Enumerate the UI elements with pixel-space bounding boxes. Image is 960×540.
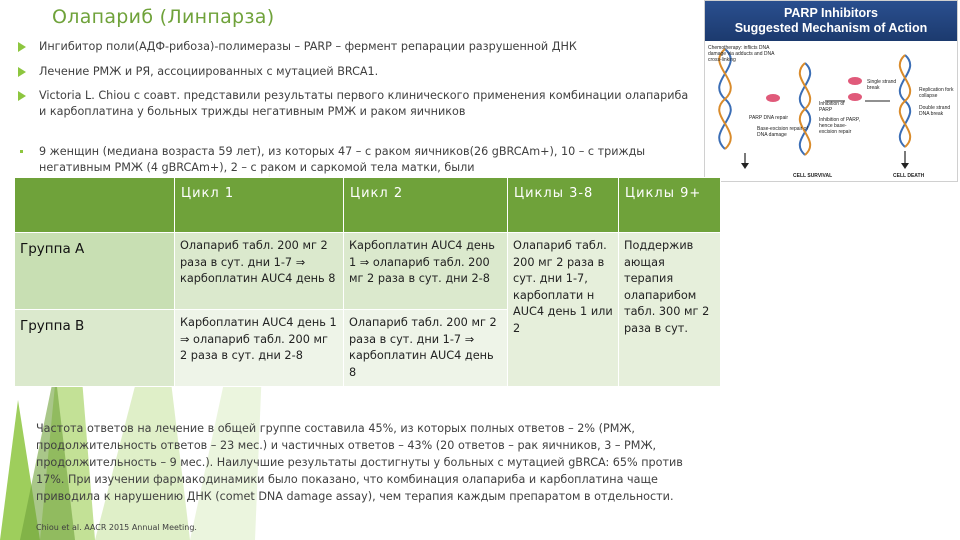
figure-label: Replication fork collapse xyxy=(919,87,954,99)
figure-label: PARP DNA repair xyxy=(749,115,788,121)
dna-helix-icon xyxy=(900,55,910,147)
table-cell: Олапариб табл. 200 мг 2 раза в сут. дни 1-7, карбоплати н AUC4 день 1 или 2 xyxy=(508,233,619,387)
bullet-item xyxy=(18,64,690,80)
bullet-item xyxy=(18,144,690,176)
table-header-cell: Цикл 1 xyxy=(175,178,344,233)
table-row xyxy=(15,233,721,310)
group-label-cell: Группа А xyxy=(15,233,175,310)
parp-mechanism-figure xyxy=(704,0,958,182)
table-header-row xyxy=(15,178,721,233)
bullet-item xyxy=(18,39,690,55)
triangle-bullet-icon xyxy=(18,91,26,101)
square-bullet-icon xyxy=(20,150,23,153)
figure-label: Base-excision repair of DNA damage xyxy=(757,126,808,138)
table-cell: Поддержив ающая терапия олапарибом табл. 300 мг 2 раза в сут. xyxy=(619,233,721,387)
slide-title: Олапариб (Линпарза) xyxy=(52,6,275,28)
results-summary: Частота ответов на лечение в общей группе составила 45%, из которых полных ответов – 2% (РМЖ, продолжительность ответов – 23 мес.) и частичных ответов – 43% (20 ответов – рак яичников, 3 – РМЖ, продолжительность – 9 мес.). Наилучшие результаты достигнуты у больных с мутацией gBRCA: 65% против 17%. При изучении фармакодинамики было показано, что комбинация олапариба и карбоплатина чаще приводила к нарушению ДНК (comet DNA damage assay), чем терапия каждым препаратом в отдельности. xyxy=(36,422,683,503)
figure-title-line-2: Suggested Mechanism of Action xyxy=(734,21,928,35)
bullet-text: 9 женщин (медиана возраста 59 лет), из которых 47 – с раком яичников(26 gBRCAm+), 10 – с трижды негативным РМЖ (4 gBRCAm+), 2 – с раком и саркомой тела матки, были xyxy=(39,145,646,174)
reference-citation: Chiou et al. AACR 2015 Annual Meeting. xyxy=(36,523,197,532)
figure-label: Double strand DNA break xyxy=(919,105,951,117)
bullet-item xyxy=(18,88,690,120)
bullet-text: Victoria L. Chiou с соавт. представили результаты первого клинического применения комбинации олапариба и карбоплатина у больных трижды негативным РМЖ и раком яичников xyxy=(39,89,689,118)
figure-label: Single strand break xyxy=(867,79,897,91)
dna-helix-icon xyxy=(800,63,810,155)
figure-label: Chemotherapy: inflicts DNA damage via adducts and DNA cross-linking xyxy=(708,45,775,63)
figure-label: Inhibition of PARP, hence base-excision repair xyxy=(819,117,860,135)
table-cell: Карбоплатин AUC4 день 1 ⇒ олапариб табл. 200 мг 2 раза в сут. дни 2-8 xyxy=(344,233,508,310)
treatment-schedule-table xyxy=(14,177,721,387)
triangle-bullet-icon xyxy=(18,67,26,77)
table-header-cell xyxy=(15,178,175,233)
figure-label-cell-death: CELL DEATH xyxy=(893,173,925,179)
table-cell: Олапариб табл. 200 мг 2 раза в сут. дни 1-7 ⇒ карбоплатин AUC4 день 8 xyxy=(175,233,344,310)
triangle-bullet-icon xyxy=(18,42,26,52)
figure-title-line-1: PARP Inhibitors xyxy=(784,6,878,20)
bullet-text: Лечение РМЖ и РЯ, ассоциированных с мутацией BRCA1. xyxy=(39,65,379,78)
dna-helix-icon xyxy=(719,49,731,149)
table-cell: Карбоплатин AUC4 день 1 ⇒ олапариб табл. 200 мг 2 раза в сут. дни 2-8 xyxy=(175,310,344,387)
figure-label-cell-survival: CELL SURVIVAL xyxy=(793,173,833,179)
table-cell: Олапариб табл. 200 мг 2 раза в сут. дни 1-7 ⇒ карбоплатин AUC4 день 8 xyxy=(344,310,508,387)
figure-header xyxy=(705,1,957,41)
figure-label: Inhibition of PARP xyxy=(819,101,845,113)
table-header-cell: Цикл 2 xyxy=(344,178,508,233)
group-label-cell: Группа В xyxy=(15,310,175,387)
table-header-cell: Циклы 3-8 xyxy=(508,178,619,233)
bullet-text: Ингибитор поли(АДФ-рибоза)-полимеразы – PARP – фермент репарации разрушенной ДНК xyxy=(39,40,577,53)
table-header-cell: Циклы 9+ xyxy=(619,178,721,233)
